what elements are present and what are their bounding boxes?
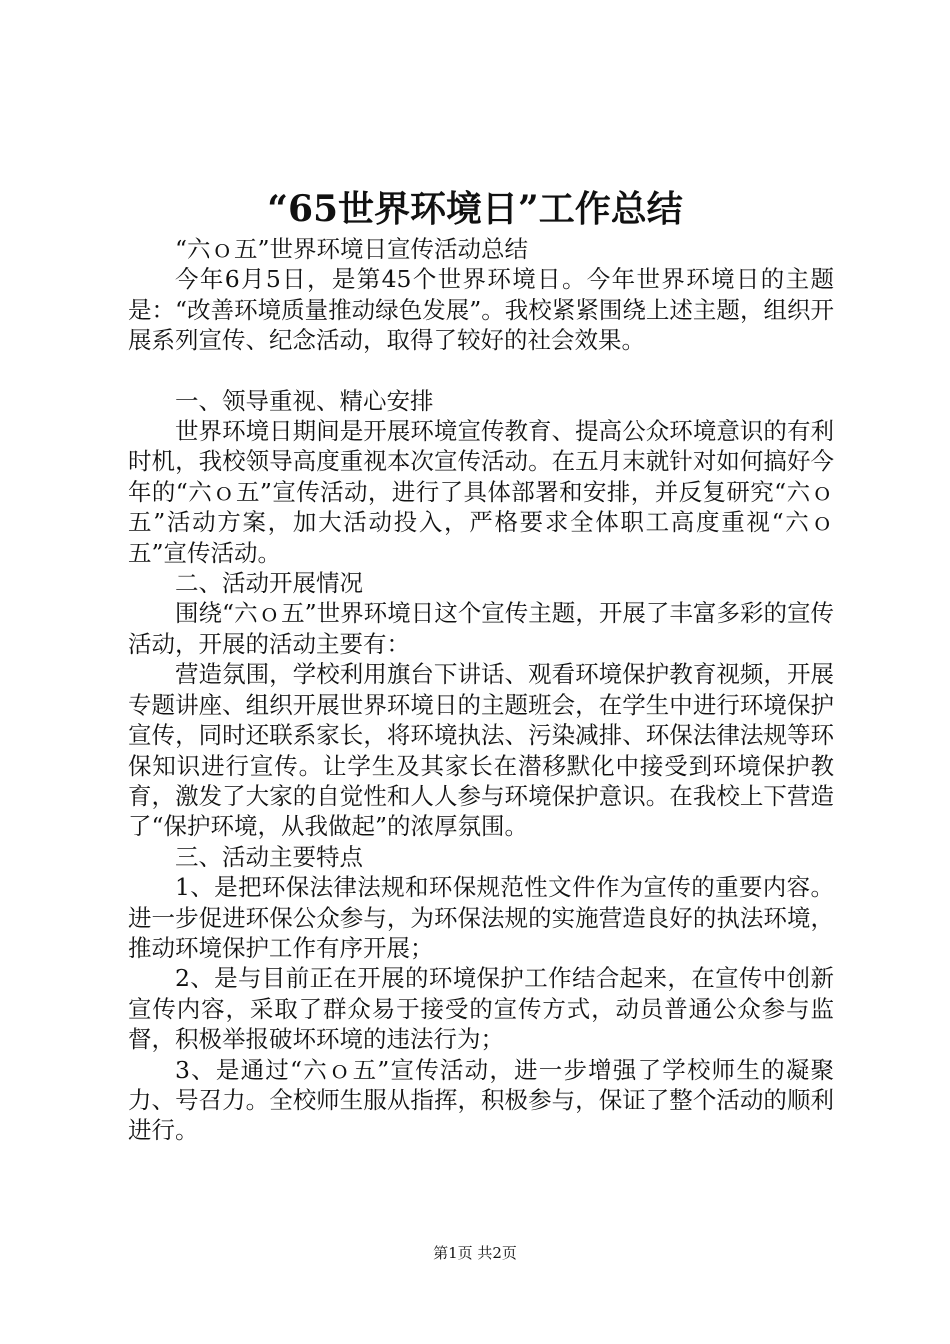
document-title: “65世界环境日”工作总结 (267, 188, 683, 230)
paragraph-feature-3: 3、是通过“六ｏ五”宣传活动，进一步增强了学校师生的凝聚力、号召力。全校师生服从指挥，积极参与，保证了整个活动的顺利进行。 (128, 1055, 834, 1145)
page-number-footer: 第1页 共2页 (433, 1244, 517, 1262)
paragraph-section-2b: 营造氛围，学校利用旗台下讲话、观看环境保护教育视频，开展专题讲座、组织开展世界环境日的主题班会，在学生中进行环境保护宣传，同时还联系家长，将环境执法、污染减排、环保法律法规等环保知识进行宣传。让学生及其家长在潜移默化中接受到环境保护教育，激发了大家的自觉性和人人参与环境保护意识。在我校上下营造了“保护环境，从我做起”的浓厚氛围。 (128, 660, 834, 841)
document-body (128, 234, 834, 1146)
section-heading-1: 一、领导重视、精心安排 (175, 386, 434, 415)
section-heading-3: 三、活动主要特点 (175, 842, 363, 871)
paragraph-section-1: 世界环境日期间是开展环境宣传教育、提高公众环境意识的有利时机，我校领导高度重视本次宣传活动。在五月末就针对如何搞好今年的“六ｏ五”宣传活动，进行了具体部署和安排，并反复研究“六ｏ五”活动方案，加大活动投入，严格要求全体职工高度重视“六ｏ五”宣传活动。 (128, 417, 834, 567)
paragraph-intro: 今年6月5日，是第45个世界环境日。今年世界环境日的主题是：“改善环境质量推动绿色发展”。我校紧紧围绕上述主题，组织开展系列宣传、纪念活动，取得了较好的社会效果。 (128, 265, 834, 355)
paragraph-section-2a: 围绕“六ｏ五”世界环境日这个宣传主题，开展了丰富多彩的宣传活动，开展的活动主要有： (128, 599, 834, 658)
paragraph-feature-1: 1、是把环保法律法规和环保规范性文件作为宣传的重要内容。进一步促进环保公众参与，为环保法规的实施营造良好的执法环境，推动环境保护工作有序开展； (128, 873, 834, 962)
paragraph-subtitle: “六ｏ五”世界环境日宣传活动总结 (175, 235, 529, 263)
section-heading-2: 二、活动开展情况 (175, 569, 363, 598)
paragraph-feature-2: 2、是与目前正在开展的环境保护工作结合起来，在宣传中创新宣传内容，采取了群众易于接受的宣传方式，动员普通公众参与监督，积极举报破坏环境的违法行为； (128, 964, 834, 1054)
